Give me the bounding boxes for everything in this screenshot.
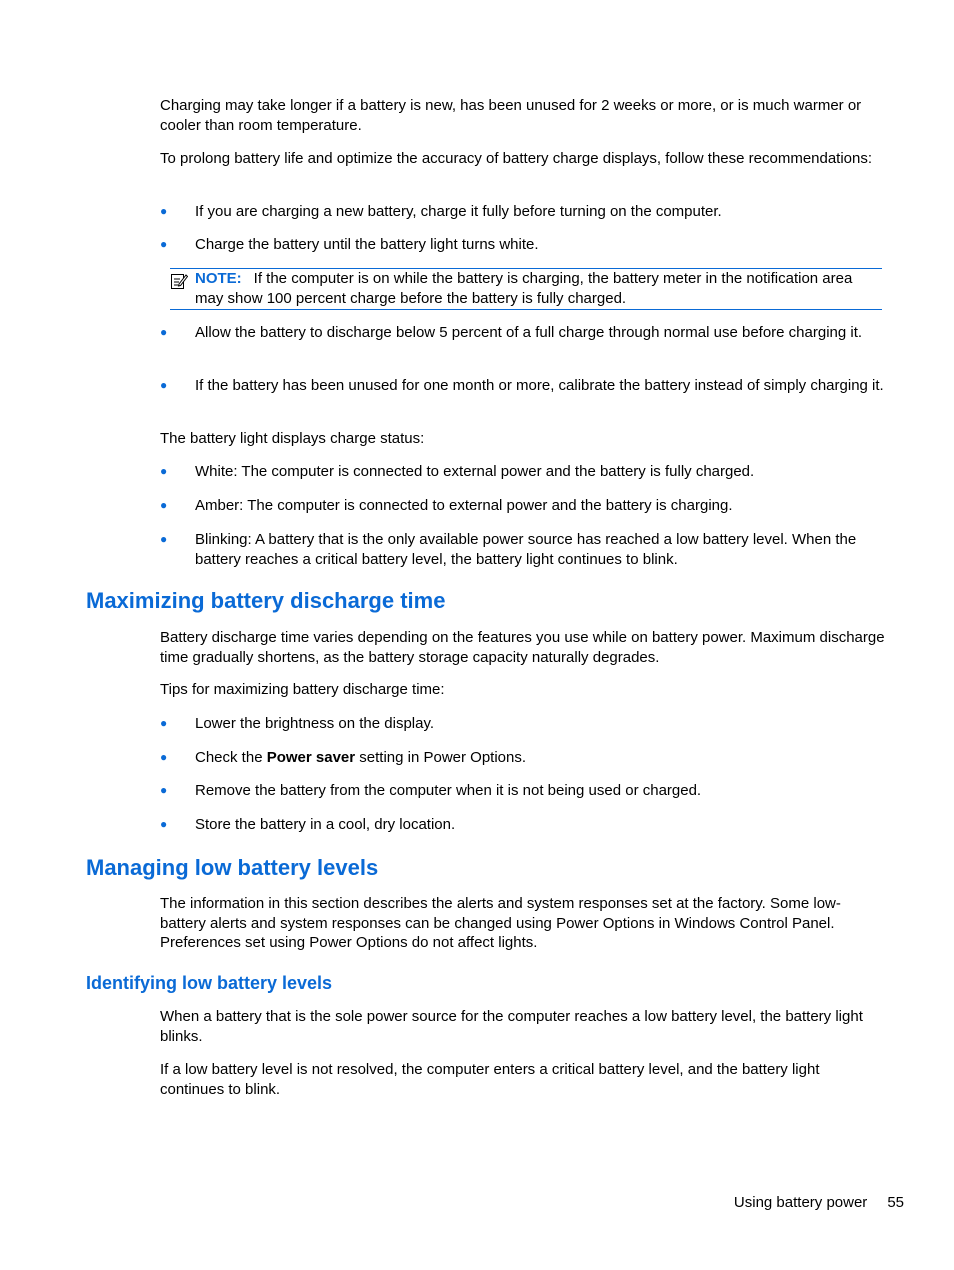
paragraph-managing-info: The information in this section describes the alerts and system responses set at the factory. Some low-battery alerts and system responses can be changed using Power Options in Windows Control Panel. Preferences set using Power Options do not affect lights.: [160, 895, 841, 951]
page-number: 55: [887, 1194, 904, 1211]
list-item-text: Remove the battery from the computer when it is not being used or charged.: [195, 782, 702, 799]
list-item-text: Allow the battery to discharge below 5 percent of a full charge through normal use before charging it.: [195, 324, 863, 341]
note-box: [170, 268, 882, 310]
tip-text-after: setting in Power Options.: [355, 749, 527, 766]
list-item-text: Store the battery in a cool, dry location.: [195, 816, 456, 833]
bullet-icon: ●: [160, 325, 168, 339]
bullet-icon: ●: [160, 532, 168, 546]
bullet-icon: ●: [160, 237, 168, 251]
list-item-text: If the battery has been unused for one month or more, calibrate the battery instead of simply charging it.: [195, 377, 884, 394]
power-saver-term: Power saver: [266, 749, 356, 766]
list-item-text: White: The computer is connected to external power and the battery is fully charged.: [195, 463, 755, 480]
paragraph-critical-level: If a low battery level is not resolved, the computer enters a critical battery level, and the battery light continues to blink.: [160, 1061, 820, 1098]
list-item-text: Lower the brightness on the display.: [195, 715, 435, 732]
note-icon: [170, 272, 188, 290]
note-label: NOTE:: [195, 270, 242, 287]
note-text: If the computer is on while the battery is charging, the battery meter in the notification area may show 100 percent charge before the battery is fully charged.: [195, 270, 853, 307]
bullet-icon: ●: [160, 817, 168, 831]
bullet-icon: ●: [160, 750, 168, 764]
page-footer: [734, 1193, 904, 1213]
bullet-icon: ●: [160, 716, 168, 730]
bullet-icon: ●: [160, 204, 168, 218]
heading-maximizing: Maximizing battery discharge time: [86, 588, 446, 613]
paragraph-tips-intro: Tips for maximizing battery discharge time:: [160, 681, 445, 698]
list-item-text: Charge the battery until the battery light turns white.: [195, 236, 539, 253]
list-item-text: Amber: The computer is connected to external power and the battery is charging.: [195, 497, 733, 514]
note-content: [195, 269, 882, 308]
bullet-icon: ●: [160, 498, 168, 512]
list-item-text: Blinking: A battery that is the only available power source has reached a low battery level. When the battery reaches a critical battery level, the battery light continues to blink.: [195, 531, 857, 568]
paragraph-low-level: When a battery that is the sole power source for the computer reaches a low battery level, the battery light blinks.: [160, 1008, 863, 1045]
list-item-text: If you are charging a new battery, charge it fully before turning on the computer.: [195, 203, 722, 220]
bullet-icon: ●: [160, 378, 168, 392]
paragraph-discharge-time: Battery discharge time varies depending on the features you use while on battery power. Maximum discharge time gradually shortens, as the battery storage capacity naturally degrades.: [160, 629, 885, 666]
paragraph-status-intro: The battery light displays charge status:: [160, 430, 425, 447]
heading-managing: Managing low battery levels: [86, 855, 379, 880]
tip-text-before: Check the: [195, 749, 267, 766]
bullet-icon: ●: [160, 464, 168, 478]
heading-identifying: Identifying low battery levels: [86, 973, 333, 993]
footer-section-title: Using battery power: [733, 1194, 868, 1211]
list-item-text: [195, 748, 885, 768]
bullet-icon: ●: [160, 783, 168, 797]
paragraph-prolong-battery: To prolong battery life and optimize the accuracy of battery charge displays, follow these recommendations:: [160, 150, 873, 167]
paragraph-charging-time: Charging may take longer if a battery is new, has been unused for 2 weeks or more, or is much warmer or cooler than room temperature.: [160, 97, 862, 134]
